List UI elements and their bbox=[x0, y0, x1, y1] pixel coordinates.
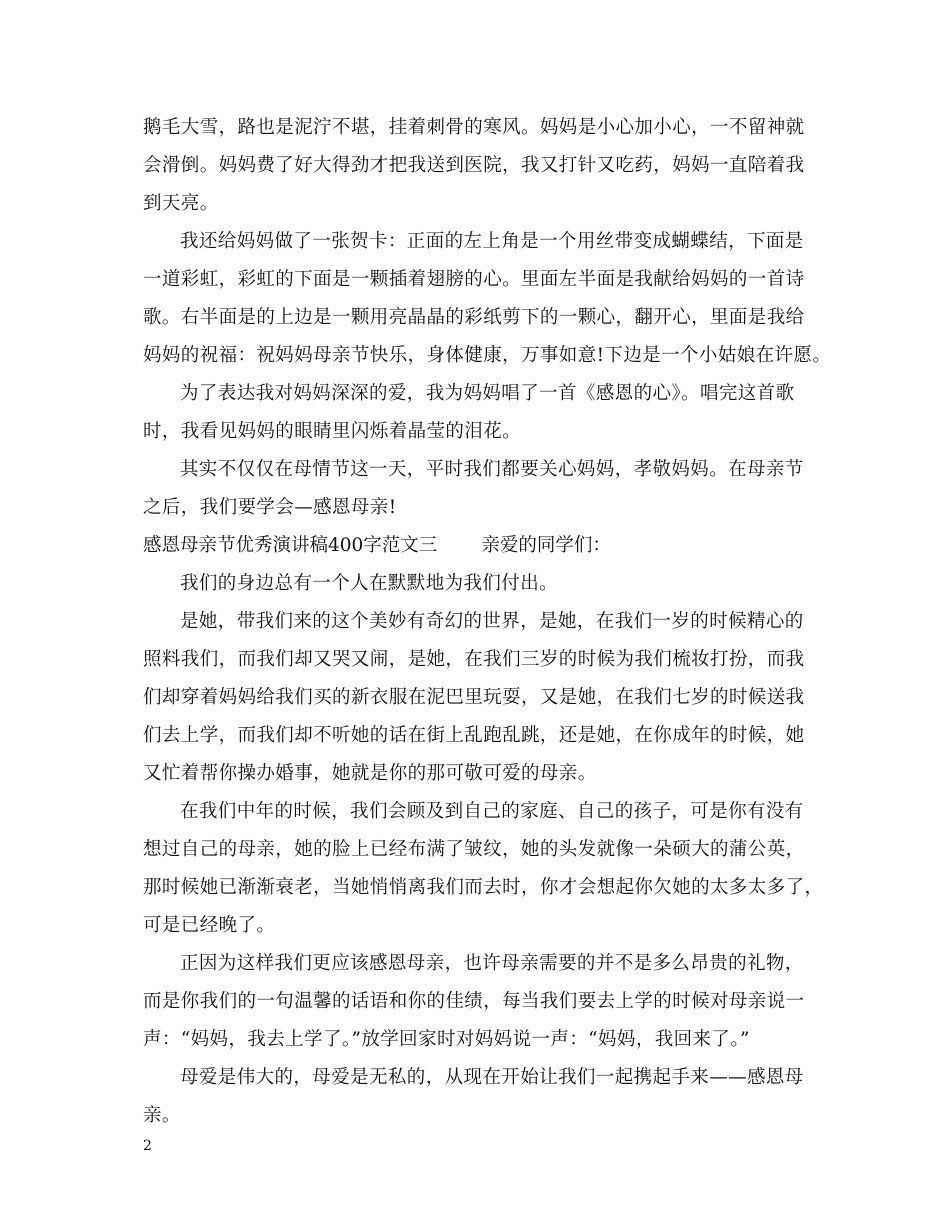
text-line: 想过自己的母亲，她的脸上已经布满了皱纹，她的头发就像一朵硕大的蒲公英， bbox=[143, 839, 805, 860]
text-line: 又忙着帮你操办婚事，她就是你的那可敬可爱的母亲。 bbox=[143, 763, 597, 784]
text-line: 会滑倒。妈妈费了好大得劲才把我送到医院，我又打针又吃药，妈妈一直陪着我 bbox=[143, 155, 805, 176]
text-line: 之后，我们要学会—感恩母亲! bbox=[143, 497, 397, 518]
text-line: 在我们中年的时候，我们会顾及到自己的家庭、自己的孩子，可是你有没有 bbox=[180, 801, 804, 822]
text-line: 那时候她已渐渐衰老，当她悄悄离我们而去时，你才会想起你欠她的太多太多了， bbox=[143, 877, 824, 898]
text-line: 我们的身边总有一个人在默默地为我们付出。 bbox=[180, 573, 559, 594]
text-line: 歌。右半面是的上边是一颗用亮晶晶的彩纸剪下的一颗心，翻开心，里面是我给 bbox=[143, 307, 805, 328]
text-line: 为了表达我对妈妈深深的爱，我为妈妈唱了一首《感恩的心》。唱完这首歌 bbox=[180, 383, 795, 404]
text-line: 声：“妈妈，我去上学了。”放学回家时对妈妈说一声：“妈妈，我回来了。” bbox=[143, 1029, 750, 1050]
text-line: 们去上学，而我们却不听她的话在街上乱跑乱跳，还是她，在你成年的时候，她 bbox=[143, 725, 805, 746]
text-line: 而是你我们的一句温馨的话语和你的佳绩，每当我们要去上学的时候对母亲说一 bbox=[143, 991, 805, 1012]
text-line: 我还给妈妈做了一张贺卡：正面的左上角是一个用丝带变成蝴蝶结，下面是 bbox=[180, 231, 804, 252]
salutation: 亲爱的同学们： bbox=[481, 535, 611, 556]
text-line: 妈妈的祝福：祝妈妈母亲节快乐，身体健康，万事如意!下边是一个小姑娘在许愿。 bbox=[143, 345, 832, 366]
text-line: 可是已经晚了。 bbox=[143, 915, 276, 936]
text-line: 是她，带我们来的这个美妙有奇幻的世界，是她，在我们一岁的时候精心的 bbox=[180, 611, 804, 632]
text-line: 正因为这样我们更应该感恩母亲，也许母亲需要的并不是多么昂贵的礼物， bbox=[180, 953, 804, 974]
text-line: 鹅毛大雪，路也是泥泞不堪，挂着刺骨的寒风。妈妈是小心加小心，一不留神就 bbox=[143, 117, 805, 138]
text-line: 照料我们，而我们却又哭又闹，是她，在我们三岁的时候为我们梳妆打扮，而我 bbox=[143, 649, 805, 670]
text-line: 其实不仅仅在母情节这一天，平时我们都要关心妈妈，孝敬妈妈。在母亲节 bbox=[180, 459, 804, 480]
text-line: 一道彩虹，彩虹的下面是一颗插着翅膀的心。里面左半面是我献给妈妈的一首诗 bbox=[143, 269, 805, 290]
section-title: 感恩母亲节优秀演讲稿400字范文三 bbox=[143, 535, 438, 556]
text-line: 时，我看见妈妈的眼睛里闪烁着晶莹的泪花。 bbox=[143, 421, 522, 442]
page-number: 2 bbox=[143, 1138, 152, 1154]
section-heading bbox=[143, 533, 611, 559]
text-line: 母爱是伟大的，母爱是无私的，从现在开始让我们一起携起手来——感恩母 bbox=[180, 1067, 804, 1088]
text-line: 到天亮。 bbox=[143, 193, 219, 214]
text-line: 们却穿着妈妈给我们买的新衣服在泥巴里玩耍，又是她，在我们七岁的时候送我 bbox=[143, 687, 805, 708]
text-line: 亲。 bbox=[143, 1105, 181, 1126]
